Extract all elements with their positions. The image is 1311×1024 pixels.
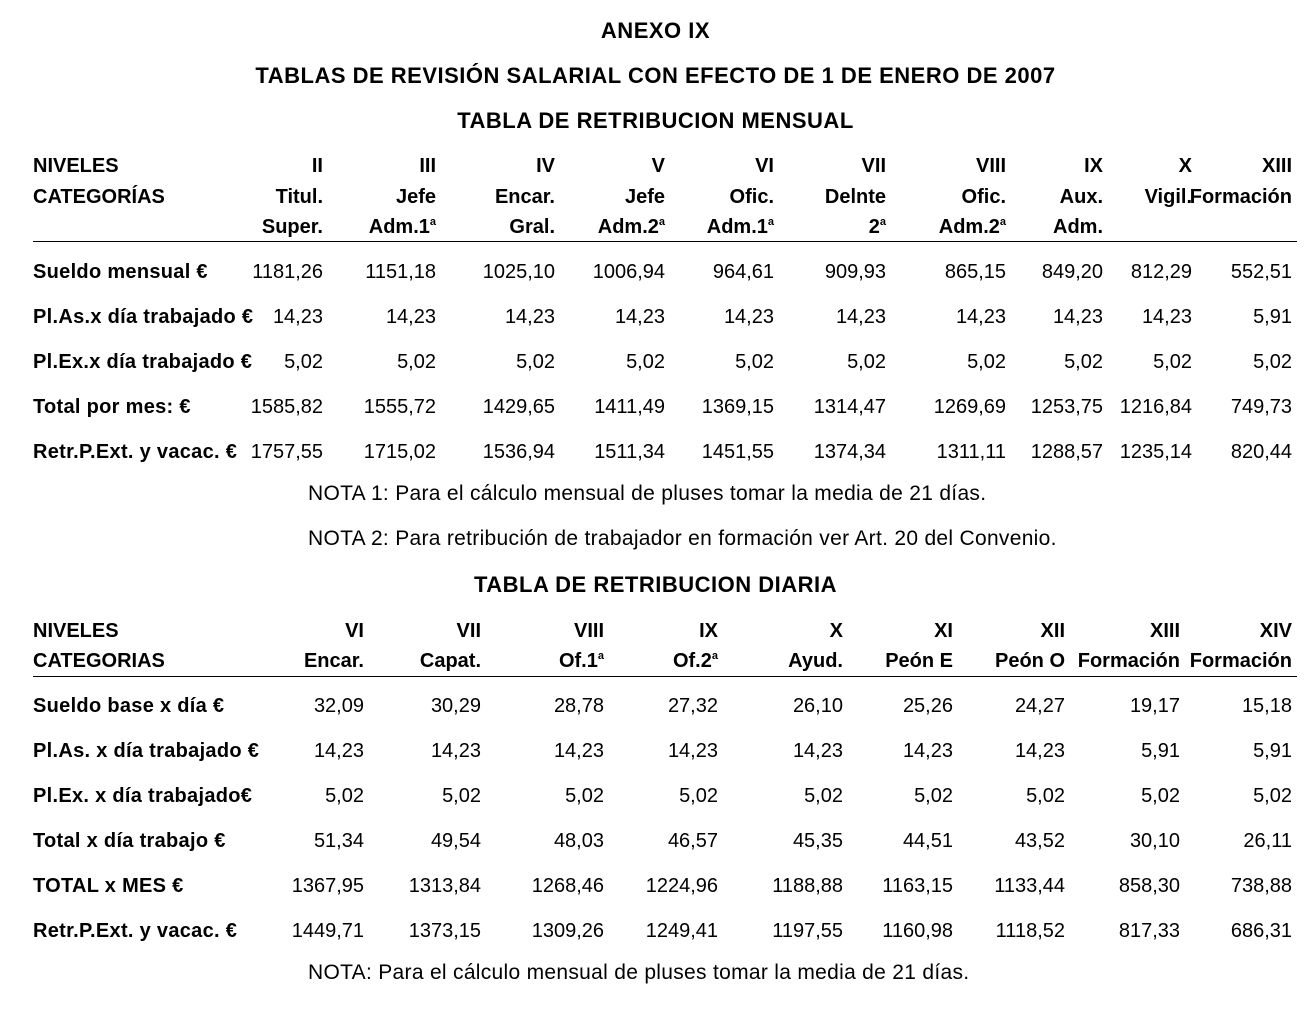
table-cell: 48,03 bbox=[553, 830, 604, 852]
table-cell: 5,91 bbox=[1253, 306, 1292, 328]
table-cell: 1309,26 bbox=[531, 920, 604, 942]
level-header: XIV bbox=[1259, 620, 1292, 642]
level-header: II bbox=[311, 155, 323, 177]
table-cell: 14,23 bbox=[504, 306, 555, 328]
table-cell: 738,88 bbox=[1230, 875, 1292, 897]
table-cell: 1451,55 bbox=[701, 441, 774, 463]
category-header: Formación bbox=[1077, 650, 1180, 672]
niveles-label: NIVELES bbox=[33, 155, 119, 177]
table-cell: 5,91 bbox=[1253, 740, 1292, 762]
table-cell: 5,02 bbox=[679, 785, 718, 807]
table-cell: 1216,84 bbox=[1119, 396, 1192, 418]
table-cell: 909,93 bbox=[824, 261, 886, 283]
category-header: Peón O bbox=[994, 650, 1065, 672]
table-cell: 25,26 bbox=[902, 695, 953, 717]
table-cell: 14,23 bbox=[792, 740, 843, 762]
monthly-note-1: NOTA 1: Para el cálculo mensual de pluses tomar la media de 21 días. bbox=[308, 482, 987, 505]
row-label: Retr.P.Ext. y vacac. € bbox=[33, 441, 238, 463]
table-cell: 44,51 bbox=[902, 830, 953, 852]
table-cell: 5,02 bbox=[442, 785, 481, 807]
table-cell: 5,02 bbox=[1026, 785, 1065, 807]
level-header: IX bbox=[1084, 155, 1103, 177]
category-header-line2: Adm.1$^a$ bbox=[368, 216, 436, 238]
table-cell: 1373,15 bbox=[408, 920, 481, 942]
level-header: VIII bbox=[975, 155, 1006, 177]
level-header: V bbox=[651, 155, 665, 177]
category-header: Encar. bbox=[303, 650, 364, 672]
table-cell: 1163,15 bbox=[882, 875, 953, 897]
table-cell: 49,54 bbox=[430, 830, 481, 852]
table-cell: 1288,57 bbox=[1030, 441, 1103, 463]
level-header: VIII bbox=[573, 620, 604, 642]
table-cell: 14,23 bbox=[1141, 306, 1192, 328]
table-cell: 26,11 bbox=[1243, 830, 1292, 852]
table-cell: 14,23 bbox=[272, 306, 323, 328]
categorias-label: CATEGORÍAS bbox=[33, 186, 165, 208]
table-cell: 15,18 bbox=[1241, 695, 1292, 717]
table-cell: 5,02 bbox=[914, 785, 953, 807]
table-cell: 14,23 bbox=[1014, 740, 1065, 762]
table-cell: 5,02 bbox=[325, 785, 364, 807]
table-cell: 1188,88 bbox=[772, 875, 843, 897]
table-cell: 1536,94 bbox=[482, 441, 555, 463]
table-cell: 686,31 bbox=[1230, 920, 1292, 942]
category-header: Delnte bbox=[824, 186, 886, 208]
table-cell: 14,23 bbox=[723, 306, 774, 328]
row-label: Pl.Ex.x día trabajado € bbox=[33, 351, 253, 373]
table-cell: 30,10 bbox=[1129, 830, 1180, 852]
category-header: Peón E bbox=[885, 650, 953, 672]
table-cell: 28,78 bbox=[553, 695, 604, 717]
table-cell: 858,30 bbox=[1118, 875, 1180, 897]
level-header: X bbox=[1178, 155, 1192, 177]
table-cell: 5,02 bbox=[804, 785, 843, 807]
table-cell: 43,52 bbox=[1014, 830, 1065, 852]
table-cell: 14,23 bbox=[835, 306, 886, 328]
category-header: Of.2$^a$ bbox=[672, 650, 718, 672]
table-cell: 1449,71 bbox=[291, 920, 364, 942]
table-cell: 19,17 bbox=[1129, 695, 1180, 717]
document-subtitle: TABLAS DE REVISIÓN SALARIAL CON EFECTO DE 1 DE ENERO DE 2007 bbox=[255, 63, 1056, 88]
table-cell: 1151,18 bbox=[365, 261, 436, 283]
category-header-line2: Gral. bbox=[509, 216, 555, 238]
level-header: VI bbox=[345, 620, 364, 642]
table-cell: 964,61 bbox=[712, 261, 774, 283]
superscript: a bbox=[429, 216, 436, 228]
row-label: Sueldo mensual € bbox=[33, 261, 208, 283]
category-header: Jefe bbox=[624, 186, 665, 208]
level-header: IV bbox=[536, 155, 555, 177]
row-label: Pl.As. x día trabajado € bbox=[33, 740, 260, 762]
table-cell: 14,23 bbox=[955, 306, 1006, 328]
table-cell: 1253,75 bbox=[1030, 396, 1103, 418]
table-cell: 1118,52 bbox=[995, 920, 1065, 942]
table-cell: 552,51 bbox=[1230, 261, 1292, 283]
table-cell: 51,34 bbox=[313, 830, 364, 852]
table-cell: 14,23 bbox=[553, 740, 604, 762]
level-header: VII bbox=[861, 155, 886, 177]
level-header: XII bbox=[1040, 620, 1065, 642]
table-cell: 1181,26 bbox=[252, 261, 323, 283]
level-header: XI bbox=[934, 620, 953, 642]
category-header: Titul. bbox=[275, 186, 323, 208]
daily-note: NOTA: Para el cálculo mensual de pluses tomar la media de 21 días. bbox=[308, 961, 970, 984]
table-cell: 1311,11 bbox=[936, 441, 1006, 463]
table-cell: 1757,55 bbox=[250, 441, 323, 463]
table-cell: 1511,34 bbox=[594, 441, 665, 463]
table-cell: 1269,69 bbox=[933, 396, 1006, 418]
row-label: TOTAL x MES € bbox=[33, 875, 184, 897]
table-cell: 5,02 bbox=[565, 785, 604, 807]
superscript: a bbox=[597, 650, 604, 662]
table-cell: 5,02 bbox=[1064, 351, 1103, 373]
superscript: a bbox=[767, 216, 774, 228]
monthly-note-2: NOTA 2: Para retribución de trabajador en formación ver Art. 20 del Convenio. bbox=[308, 527, 1057, 550]
table-cell: 1006,94 bbox=[592, 261, 665, 283]
table-cell: 1314,47 bbox=[813, 396, 886, 418]
row-label: Sueldo base x día € bbox=[33, 695, 225, 717]
category-header: Ofic. bbox=[729, 186, 774, 208]
table-cell: 812,29 bbox=[1130, 261, 1192, 283]
table-cell: 1411,49 bbox=[594, 396, 665, 418]
table-cell: 5,02 bbox=[967, 351, 1006, 373]
category-header: Jefe bbox=[395, 186, 436, 208]
table-cell: 5,02 bbox=[626, 351, 665, 373]
table-cell: 1268,46 bbox=[531, 875, 604, 897]
table-cell: 32,09 bbox=[313, 695, 364, 717]
table-cell: 30,29 bbox=[430, 695, 481, 717]
table-cell: 26,10 bbox=[792, 695, 843, 717]
category-header-line2: Super. bbox=[261, 216, 323, 238]
category-header-line2: 2$^a$ bbox=[868, 216, 886, 238]
level-header: XIII bbox=[1149, 620, 1180, 642]
category-header: Ofic. bbox=[961, 186, 1006, 208]
table-cell: 1025,10 bbox=[482, 261, 555, 283]
table-cell: 1367,95 bbox=[291, 875, 364, 897]
table-cell: 5,02 bbox=[516, 351, 555, 373]
row-label: Pl.Ex. x día trabajado€ bbox=[33, 785, 253, 807]
table-cell: 820,44 bbox=[1230, 441, 1292, 463]
table-cell: 24,27 bbox=[1014, 695, 1065, 717]
daily-header-rule bbox=[33, 676, 1297, 677]
table-cell: 5,02 bbox=[847, 351, 886, 373]
table-cell: 46,57 bbox=[667, 830, 718, 852]
level-header: III bbox=[419, 155, 436, 177]
superscript: a bbox=[658, 216, 665, 228]
superscript: a bbox=[879, 216, 886, 228]
table-cell: 749,73 bbox=[1230, 396, 1292, 418]
niveles-label: NIVELES bbox=[33, 620, 119, 642]
table-cell: 14,23 bbox=[313, 740, 364, 762]
row-label: Total por mes: € bbox=[33, 396, 191, 418]
level-header: VI bbox=[755, 155, 774, 177]
table-cell: 1235,14 bbox=[1119, 441, 1192, 463]
table-cell: 817,33 bbox=[1118, 920, 1180, 942]
daily-table-title: TABLA DE RETRIBUCION DIARIA bbox=[473, 572, 838, 597]
table-cell: 5,02 bbox=[1153, 351, 1192, 373]
annex-title: ANEXO IX bbox=[600, 18, 711, 43]
category-header: Formación bbox=[1189, 186, 1292, 208]
table-cell: 14,23 bbox=[385, 306, 436, 328]
table-cell: 5,02 bbox=[284, 351, 323, 373]
category-header-line2: Adm.2$^a$ bbox=[597, 216, 665, 238]
level-header: X bbox=[829, 620, 843, 642]
table-cell: 5,02 bbox=[1253, 785, 1292, 807]
table-cell: 1429,65 bbox=[482, 396, 555, 418]
superscript: a bbox=[999, 216, 1006, 228]
category-header: Of.1$^a$ bbox=[558, 650, 604, 672]
row-label: Retr.P.Ext. y vacac. € bbox=[33, 920, 238, 942]
category-header-line2: Adm. bbox=[1053, 216, 1103, 238]
table-cell: 5,02 bbox=[397, 351, 436, 373]
table-cell: 5,02 bbox=[735, 351, 774, 373]
level-header: VII bbox=[456, 620, 481, 642]
table-cell: 5,91 bbox=[1141, 740, 1180, 762]
level-header: IX bbox=[699, 620, 718, 642]
row-label: Pl.As.x día trabajado € bbox=[33, 306, 254, 328]
category-header: Formación bbox=[1189, 650, 1292, 672]
table-cell: 1555,72 bbox=[363, 396, 436, 418]
table-cell: 1224,96 bbox=[645, 875, 718, 897]
table-cell: 14,23 bbox=[1052, 306, 1103, 328]
table-cell: 1374,34 bbox=[813, 441, 886, 463]
table-cell: 14,23 bbox=[902, 740, 953, 762]
table-cell: 1249,41 bbox=[645, 920, 718, 942]
superscript: a bbox=[711, 650, 718, 662]
category-header: Capat. bbox=[419, 650, 481, 672]
categorias-label: CATEGORIAS bbox=[33, 650, 165, 672]
table-cell: 14,23 bbox=[614, 306, 665, 328]
table-cell: 27,32 bbox=[667, 695, 718, 717]
table-cell: 1369,15 bbox=[701, 396, 774, 418]
table-cell: 1133,44 bbox=[994, 875, 1065, 897]
table-cell: 14,23 bbox=[667, 740, 718, 762]
category-header: Ayud. bbox=[788, 650, 843, 672]
category-header-line2: Adm.2$^a$ bbox=[938, 216, 1006, 238]
table-cell: 1585,82 bbox=[250, 396, 323, 418]
category-header: Aux. bbox=[1059, 186, 1103, 208]
monthly-header-rule bbox=[33, 241, 1297, 242]
table-cell: 1715,02 bbox=[363, 441, 436, 463]
table-cell: 1313,84 bbox=[408, 875, 481, 897]
table-cell: 865,15 bbox=[944, 261, 1006, 283]
table-cell: 1160,98 bbox=[882, 920, 953, 942]
table-cell: 1197,55 bbox=[772, 920, 843, 942]
table-cell: 5,02 bbox=[1253, 351, 1292, 373]
monthly-table-title: TABLA DE RETRIBUCION MENSUAL bbox=[457, 108, 854, 133]
table-cell: 5,02 bbox=[1141, 785, 1180, 807]
category-header-line2: Adm.1$^a$ bbox=[706, 216, 774, 238]
table-cell: 45,35 bbox=[792, 830, 843, 852]
table-cell: 849,20 bbox=[1041, 261, 1103, 283]
category-header: Encar. bbox=[494, 186, 555, 208]
category-header: Vigil. bbox=[1144, 186, 1192, 208]
table-cell: 14,23 bbox=[430, 740, 481, 762]
row-label: Total x día trabajo € bbox=[33, 830, 226, 852]
level-header: XIII bbox=[1261, 155, 1292, 177]
